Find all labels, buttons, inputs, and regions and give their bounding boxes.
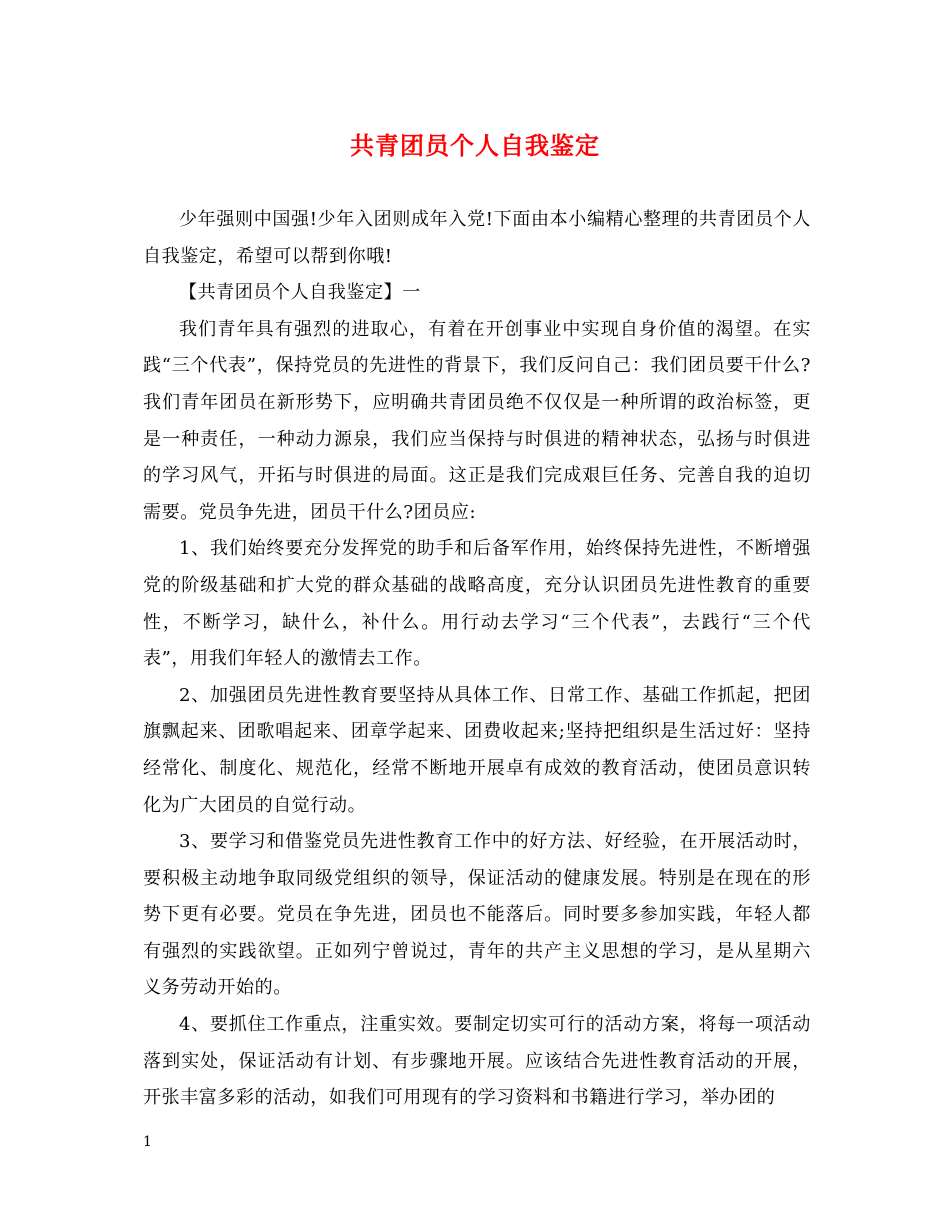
body-paragraph: 我们青年具有强烈的进取心，有着在开创事业中实现自身价值的渴望。在实践“三个代表”，保持党员的先进性的背景下，我们反问自己：我们团员要干什么?我们青年团员在新形势下，应明确共青团员绝不仅仅是一种所谓的政治标签，更是一种责任，一种动力源泉，我们应当保持与时俱进的精神状态，弘扬与时俱进的学习风气，开拓与时俱进的局面。这正是我们完成艰巨任务、完善自我的迫切需要。党员争先进，团员干什么?团员应: — [143, 318, 811, 523]
list-item-1: 1、我们始终要充分发挥党的助手和后备军作用，始终保持先进性，不断增强党的阶级基础和扩大党的群众基础的战略高度，充分认识团员先进性教育的重要性，不断学习，缺什么，补什么。用行动去学习“三个代表”，去践行“三个代表”，用我们年轻人的激情去工作。 — [143, 538, 811, 670]
list-item-2: 2、加强团员先进性教育要坚持从具体工作、日常工作、基础工作抓起，把团旗飘起来、团歌唱起来、团章学起来、团费收起来;坚持把组织是生活过好：坚持经常化、制度化、规范化，经常不断地开展卓有成效的教育活动，使团员意识转化为广大团员的自觉行动。 — [143, 684, 811, 816]
document-title: 共青团员个人自我鉴定 — [350, 131, 600, 160]
intro-paragraph: 少年强则中国强!少年入团则成年入党!下面由本小编精心整理的共青团员个人自我鉴定，希望可以帮到你哦! — [143, 209, 811, 267]
document-body — [143, 202, 811, 1117]
list-item-3: 3、要学习和借鉴党员先进性教育工作中的好方法、好经验，在开展活动时，要积极主动地争取同级党组织的领导，保证活动的健康发展。特别是在现在的形势下更有必要。党员在争先进，团员也不能落后。同时要多参加实践，年轻人都有强烈的实践欲望。正如列宁曾说过，青年的共产主义思想的学习，是从星期六义务劳动开始的。 — [143, 831, 811, 999]
page-number: 1 — [143, 1134, 152, 1150]
list-item-4: 4、要抓住工作重点，注重实效。要制定切实可行的活动方案，将每一项活动落到实处，保证活动有计划、有步骤地开展。应该结合先进性教育活动的开展，开张丰富多彩的活动，如我们可用现有的学习资料和书籍进行学习，举办团的 — [143, 1014, 811, 1109]
section-heading: 【共青团员个人自我鉴定】一 — [179, 282, 421, 304]
